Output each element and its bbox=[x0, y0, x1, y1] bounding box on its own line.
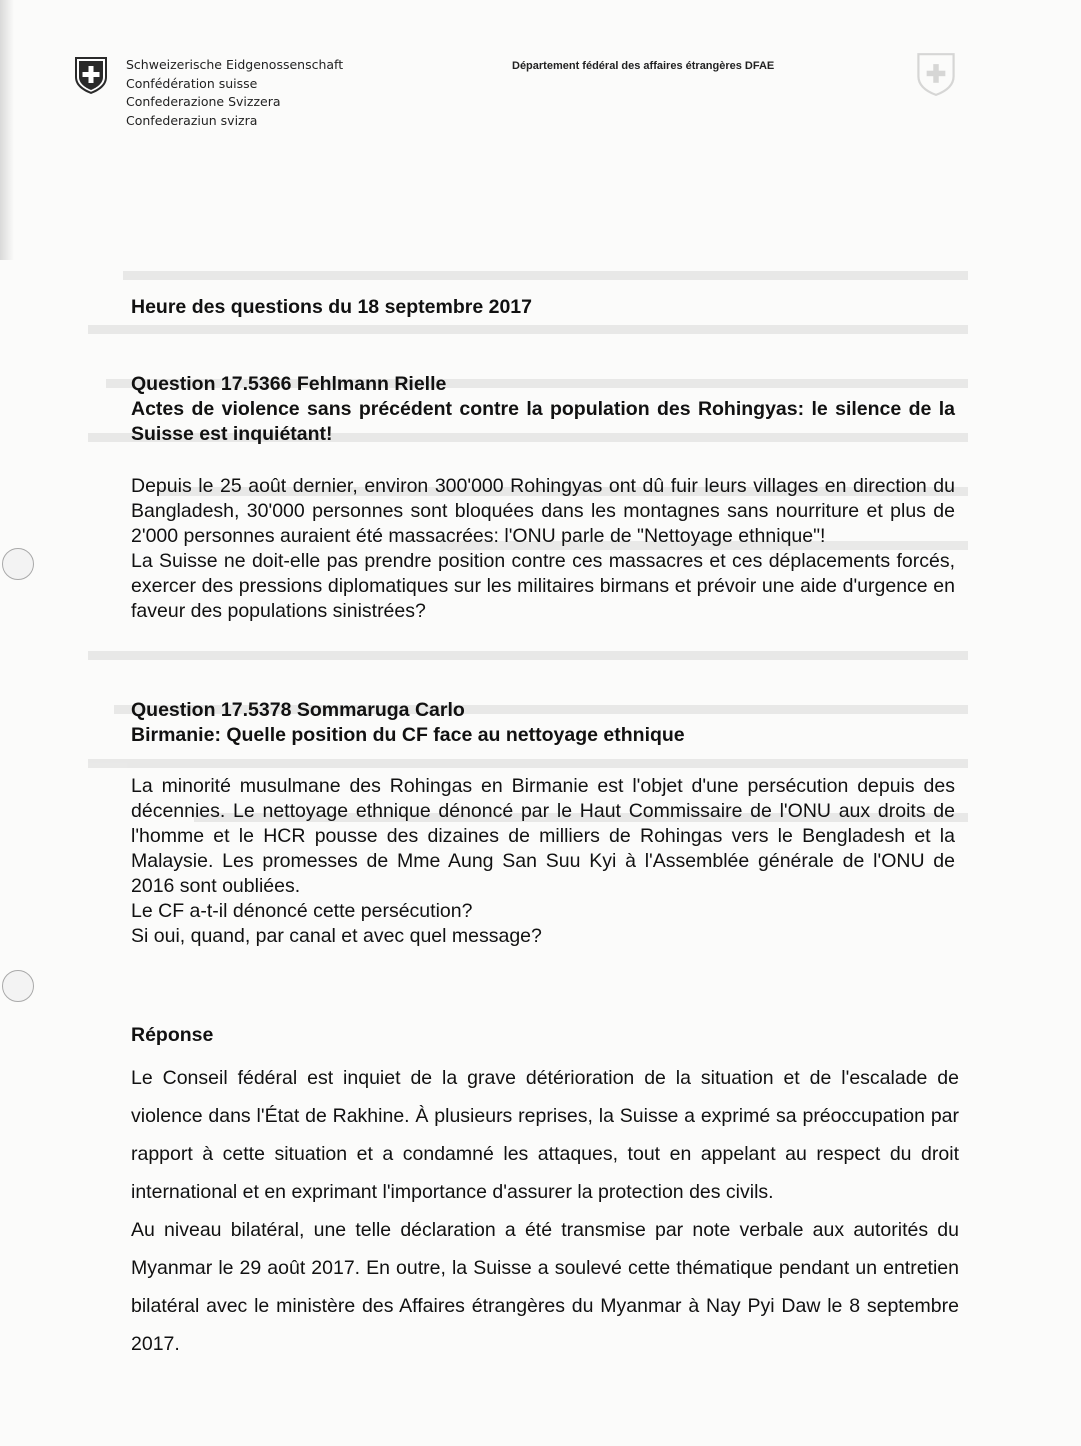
response-title: Réponse bbox=[131, 1024, 214, 1046]
punch-hole-lower bbox=[2, 970, 34, 1002]
page-title: Heure des questions du 18 septembre 2017 bbox=[131, 296, 532, 318]
response-paragraph-1: Le Conseil fédéral est inquiet de la grave détérioration de la situation et de l'escalade de violence dans l'État de Rakhine. À plusieurs reprises, la Suisse a exprimé sa préoccupation par rapport à cette situation et a condamné les attaques, tout en appelant au respect du droit international et en exprimant l'importance d'assurer la protection des civils. bbox=[131, 1067, 959, 1203]
question-1-label: Question 17.5366 Fehlmann Rielle bbox=[131, 373, 447, 395]
punch-hole-upper bbox=[2, 548, 34, 580]
confederation-line-fr: Confédération suisse bbox=[126, 75, 258, 91]
confederation-line-it: Confederazione Svizzera bbox=[126, 94, 281, 109]
question-2-body bbox=[131, 774, 955, 949]
response-body bbox=[131, 1059, 959, 1363]
question-1-body bbox=[131, 474, 955, 624]
question-2 bbox=[131, 698, 955, 748]
question-2-label: Question 17.5378 Sommaruga Carlo bbox=[131, 699, 465, 721]
question-2-title: Birmanie: Quelle position du CF face au nettoyage ethnique bbox=[131, 724, 685, 746]
question-1 bbox=[131, 372, 955, 447]
swiss-cross-shield-icon bbox=[73, 55, 109, 95]
question-2-line-2: Le CF a-t-il dénoncé cette persécution? bbox=[131, 900, 473, 922]
scan-shadow bbox=[0, 0, 14, 260]
confederation-line-de: Schweizerische Eidgenossenschaft bbox=[126, 57, 344, 72]
question-1-title: Actes de violence sans précédent contre la population des Rohingyas: le silence de la Suisse est inquiétant! bbox=[131, 398, 955, 445]
department-name: Département fédéral des affaires étrangères DFAE bbox=[512, 60, 775, 72]
confederation-names bbox=[126, 56, 343, 130]
question-2-line-3: Si oui, quand, par canal et avec quel message? bbox=[131, 925, 542, 947]
response-paragraph-2: Au niveau bilatéral, une telle déclaration a été transmise par note verbale aux autorités du Myanmar le 29 août 2017. En outre, la Suisse a soulevé cette thématique pendant un entretien bilatéral avec le ministère des Affaires étrangères du Myanmar à Nay Pyi Daw le 8 septembre 2017. bbox=[131, 1219, 959, 1355]
confederation-line-rm: Confederaziun svizra bbox=[126, 112, 258, 128]
faint-crest-icon bbox=[916, 52, 956, 96]
question-1-paragraph-2: La Suisse ne doit-elle pas prendre position contre ces massacres et ces déplacements forcés, exercer des pressions diplomatiques sur les militaires birmans et prévoir une aide d'urgence en faveur des populations sinistrées? bbox=[131, 550, 955, 622]
question-1-paragraph-1: Depuis le 25 août dernier, environ 300'000 Rohingyas ont dû fuir leurs villages en direction du Bangladesh, 30'000 personnes sont bloquées dans les montagnes sans nourriture et plus de 2'000 personnes auraient été massacrées: l'ONU parle de "Nettoyage ethnique"! bbox=[131, 475, 955, 547]
question-2-paragraph-1: La minorité musulmane des Rohingas en Birmanie est l'objet d'une persécution depuis des décennies. Le nettoyage ethnique dénoncé par le Haut Commissaire de l'ONU aux droits de l'homme et le HCR pousse des dizaines de milliers de Rohingas vers le Bengladesh et la Malaysie. Les promesses de Mme Aung San Suu Kyi à l'Assemblée générale de l'ONU de 2016 sont oubliées. bbox=[131, 775, 955, 897]
